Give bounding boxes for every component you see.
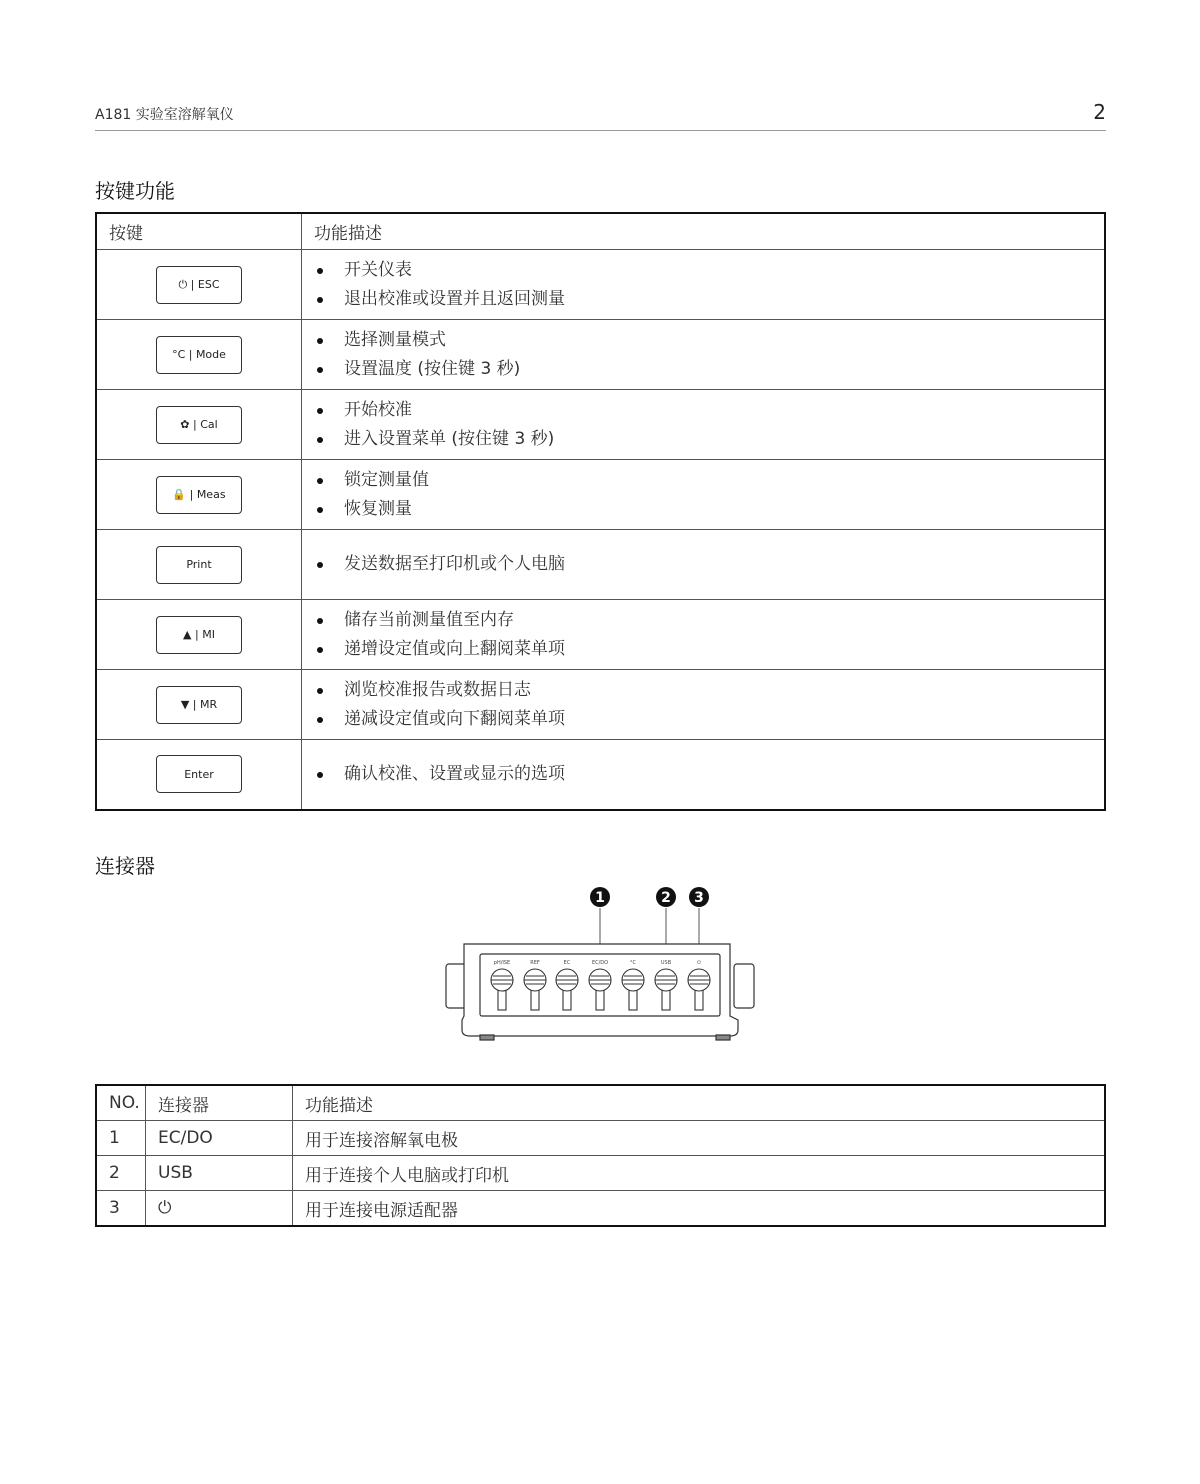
table-row — [96, 1156, 1105, 1191]
keys-section-title: 按键功能 — [95, 179, 175, 203]
description-item: 进入设置菜单 (按住键 3 秒) — [314, 425, 1104, 454]
document-title: A181 实验室溶解氧仪 — [95, 107, 234, 123]
table-row — [96, 530, 1105, 600]
port-label: EC — [563, 960, 571, 966]
table-row — [96, 740, 1105, 810]
table-row — [96, 600, 1105, 670]
description-item: 开始校准 — [314, 396, 1104, 425]
table-row — [96, 460, 1105, 530]
page-number: 2 — [1093, 100, 1106, 124]
page-header — [95, 100, 1106, 131]
table-row — [96, 390, 1105, 460]
port-label: EC/DO — [591, 960, 609, 966]
port-label: ⏻ — [697, 960, 701, 966]
connector-name: USB — [146, 1156, 293, 1191]
meas-key: 🔒 | Meas — [156, 476, 242, 514]
connector-description: 用于连接电源适配器 — [293, 1191, 1106, 1227]
port-label: USB — [660, 960, 672, 966]
svg-text:3: 3 — [694, 890, 704, 906]
row-number: 1 — [96, 1121, 146, 1156]
description-item: 退出校准或设置并且返回测量 — [314, 285, 1104, 314]
keys-table-header — [96, 213, 1105, 250]
port-label: REF — [530, 960, 540, 966]
description-item: 选择测量模式 — [314, 326, 1104, 355]
connectors-section-title: 连接器 — [95, 854, 155, 878]
callout-2 — [656, 887, 676, 950]
callout-3 — [689, 887, 709, 950]
column-header-description: 功能描述 — [302, 213, 1106, 250]
description-item: 锁定测量值 — [314, 466, 1104, 495]
down-mr-key: ▼ | MR — [156, 686, 242, 724]
column-header-key: 按键 — [96, 213, 302, 250]
description-item: 开关仪表 — [314, 256, 1104, 285]
row-number: 3 — [96, 1191, 146, 1227]
power-icon: ⏻ — [146, 1191, 293, 1227]
connector-description: 用于连接溶解氧电极 — [293, 1121, 1106, 1156]
description-item: 储存当前测量值至内存 — [314, 606, 1104, 635]
port-label: °C — [630, 960, 636, 966]
table-row — [96, 1191, 1105, 1227]
description-item: 设置温度 (按住键 3 秒) — [314, 355, 1104, 384]
table-row — [96, 670, 1105, 740]
table-row — [96, 250, 1105, 320]
description-item: 递减设定值或向下翻阅菜单项 — [314, 705, 1104, 734]
row-number: 2 — [96, 1156, 146, 1191]
svg-text:2: 2 — [661, 890, 671, 906]
mode-key: °C | Mode — [156, 336, 242, 374]
esc-key: ⏻ | ESC — [156, 266, 242, 304]
keys-table — [95, 212, 1106, 811]
connector-panel-diagram — [440, 880, 760, 1050]
description-item: 发送数据至打印机或个人电脑 — [314, 550, 1104, 579]
callout-1 — [590, 887, 610, 950]
connector-name: EC/DO — [146, 1121, 293, 1156]
table-row — [96, 1121, 1105, 1156]
description-item: 恢复测量 — [314, 495, 1104, 524]
column-header-connector: 连接器 — [146, 1085, 293, 1121]
connectors-table — [95, 1084, 1106, 1227]
enter-key: Enter — [156, 755, 242, 793]
port-label: pH/ISE — [493, 960, 511, 966]
print-key: Print — [156, 546, 242, 584]
connectors-table-header — [96, 1085, 1105, 1121]
up-mi-key: ▲ | MI — [156, 616, 242, 654]
description-item: 确认校准、设置或显示的选项 — [314, 760, 1104, 789]
column-header-description: 功能描述 — [293, 1085, 1106, 1121]
description-item: 递增设定值或向上翻阅菜单项 — [314, 635, 1104, 664]
svg-text:1: 1 — [595, 890, 605, 906]
cal-key: ✿ | Cal — [156, 406, 242, 444]
description-item: 浏览校准报告或数据日志 — [314, 676, 1104, 705]
connector-description: 用于连接个人电脑或打印机 — [293, 1156, 1106, 1191]
table-row — [96, 320, 1105, 390]
column-header-no: NO. — [96, 1085, 146, 1121]
